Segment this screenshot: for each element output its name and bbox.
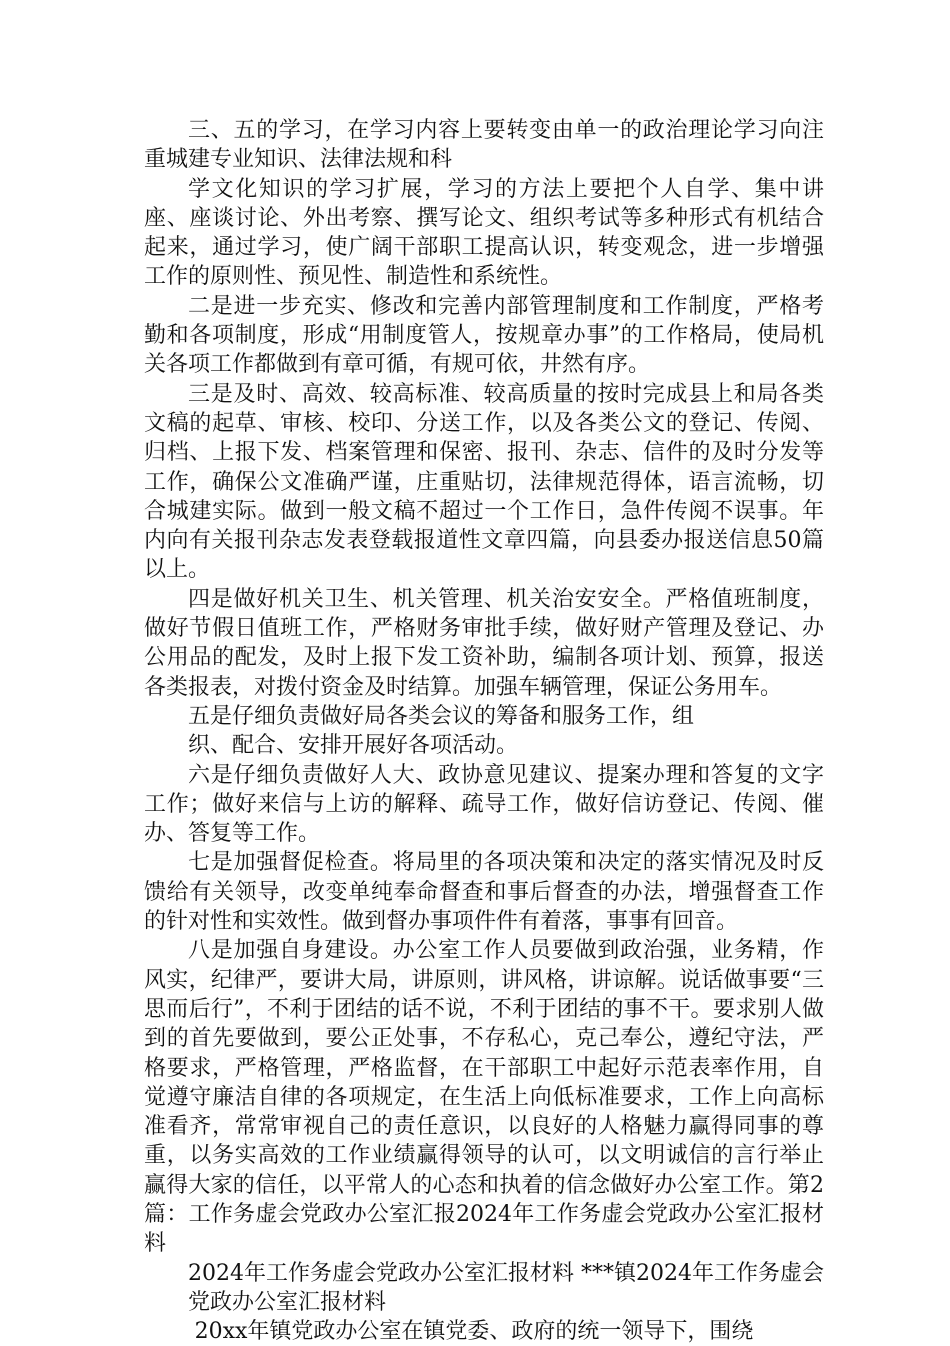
paragraph-item-six: 六是仔细负责做好人大、政协意见建议、提案办理和答复的文字工作；做好来信与上访的解释、疏导工作，做好信访登记、传阅、催办、答复等工作。 [144,762,824,847]
document-body [144,116,824,1346]
paragraph-study-methods: 学文化知识的学习扩展，学习的方法上要把个人自学、集中讲座、座谈讨论、外出考察、撰写论文、组织考试等多种形式有机结合起来，通过学习，使广阔干部职工提高认识，转变观念，进一步增强工作的原则性、预见性、制造性和系统性。 [144,176,824,290]
paragraph-report-title: 2024年工作务虚会党政办公室汇报材料 ***镇2024年工作务虚会 [188,1260,824,1286]
paragraph-study-content: 三、五的学习，在学习内容上要转变由单一的政治理论学习向注重城建专业知识、法律法规和科 [144,118,824,173]
paragraph-item-seven: 七是加强督促检查。将局里的各项决策和决定的落实情况及时反馈给有关领导，改变单纯奉命督查和事后督查的办法，增强督查工作的针对性和实效性。做到督办事项件件有着落，事事有回音。 [144,850,824,935]
paragraph-report-intro: 20xx年镇党政办公室在镇党委、政府的统一领导下，围绕 [194,1319,754,1345]
paragraph-item-five: 五是仔细负责做好局各类会议的筹备和服务工作，组 [188,703,695,729]
paragraph-item-five-continued: 织、配合、安排开展好各项活动。 [188,733,519,759]
paragraph-item-eight: 八是加强自身建设。办公室工作人员要做到政治强，业务精，作风实，纪律严，要讲大局，讲原则，讲风格，讲谅解。说话做事要“三思而后行”，不利于团结的话不说，不利于团结的事不干。要求别人做到的首先要做到，要公正处事，不存私心，克己奉公，遵纪守法，严格要求，严格管理，严格监督，在干部职工中起好示范表率作用，自觉遵守廉洁自律的各项规定，在生活上向低标准要求，工作上向高标准看齐，常常审视自己的责任意识，以良好的人格魅力赢得同事的尊重，以务实高效的工作业绩赢得领导的认可，以文明诚信的言行举止赢得大家的信任，以平常人的心态和执着的信念做好办公室工作。第2篇：工作务虚会党政办公室汇报2024年工作务虚会党政办公室汇报材料 [144,938,824,1257]
paragraph-item-four: 四是做好机关卫生、机关管理、机关治安安全。严格值班制度，做好节假日值班工作，严格财务审批手续，做好财产管理及登记、办公用品的配发，及时上报下发工资补助，编制各项计划、预算，报送各类报表，对拨付资金及时结算。加强车辆管理，保证公务用车。 [144,586,824,700]
paragraph-item-two: 二是进一步充实、修改和完善内部管理制度和工作制度，严格考勤和各项制度，形成“用制度管人，按规章办事”的工作格局，使局机关各项工作都做到有章可循，有规可依，井然有序。 [144,293,824,378]
paragraph-report-subtitle: 党政办公室汇报材料 [188,1289,387,1315]
paragraph-item-three: 三是及时、高效、较高标准、较高质量的按时完成县上和局各类文稿的起草、审核、校印、分送工作，以及各类公文的登记、传阅、归档、上报下发、档案管理和保密、报刊、杂志、信件的及时分发等工作，确保公文准确严谨，庄重贴切，法律规范得体，语言流畅，切合城建实际。做到一般文稿不超过一个工作日，急件传阅不误事。年内向有关报刊杂志发表登载报道性文章四篇，向县委办报送信息50篇以上。 [144,381,824,583]
